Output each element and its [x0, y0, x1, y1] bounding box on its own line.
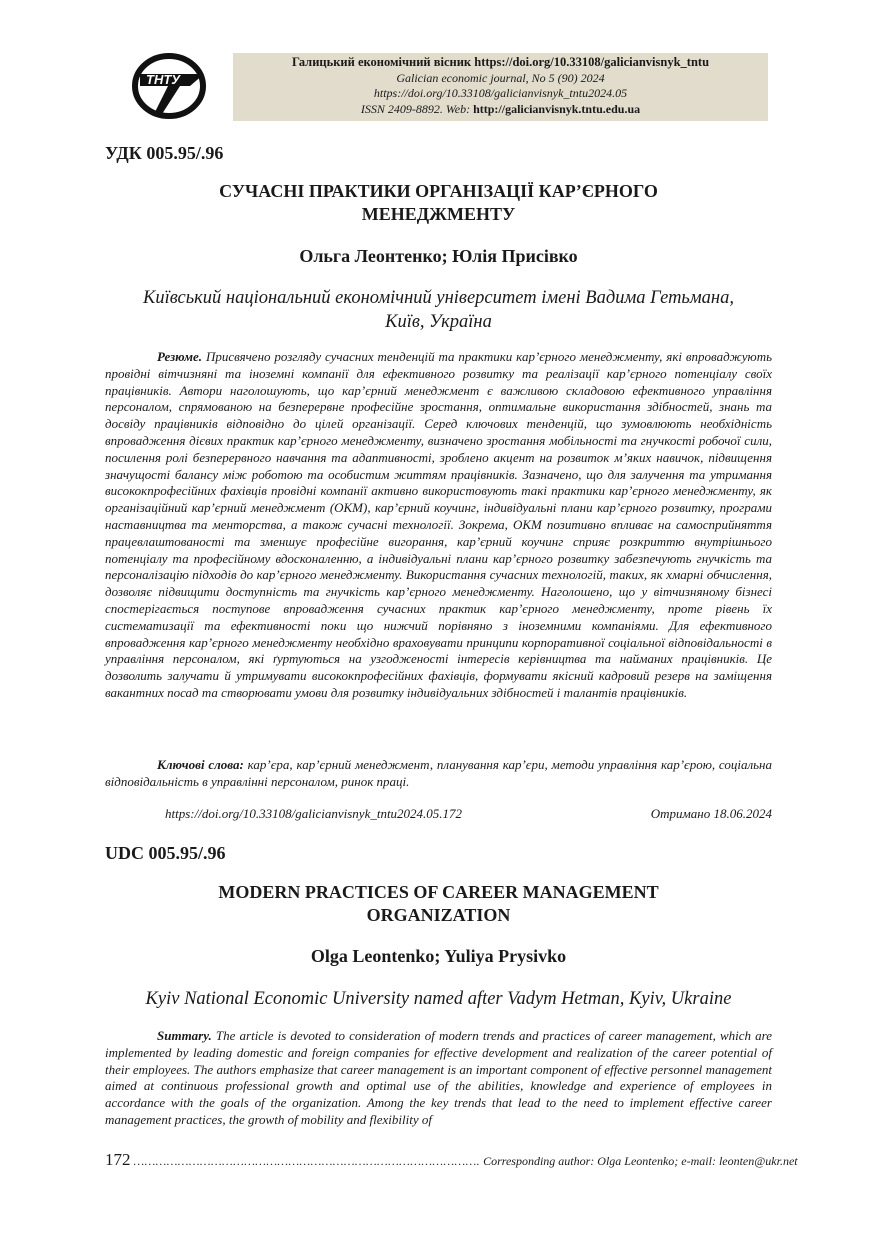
abstract-ua — [105, 349, 772, 702]
authors-ua: Ольга Леонтенко; Юлія Присівко — [299, 246, 578, 266]
udc-en: UDC 005.95/.96 — [105, 843, 226, 863]
affiliation-ua-line1: Київський національний економічний університет імені Вадима Гетьмана, — [143, 288, 734, 308]
footer-leader-dots: …………………………………………………………………………………. — [133, 1154, 481, 1168]
logo-text: ТНТУ — [146, 72, 181, 87]
journal-header — [233, 53, 768, 121]
affiliation-en: Kyiv National Economic University named after Vadym Hetman, Kyiv, Ukraine — [145, 989, 732, 1009]
page-number: 172 — [105, 1150, 131, 1169]
journal-logo — [132, 52, 210, 120]
header-web-link[interactable]: http://galicianvisnyk.tntu.edu.ua — [473, 101, 641, 116]
corresponding-author: Corresponding author: Olga Leontenko; e-mail: leonten@ukr.net — [483, 1154, 798, 1168]
header-line2: Galician economic journal, No 5 (90) 2024 — [396, 70, 605, 85]
keywords-ua — [105, 757, 772, 791]
header-issn: ISSN 2409-8892. Web: — [360, 101, 474, 116]
summary-text: The article is devoted to consideration of modern trends and practices of career management, which are implemented by leading domestic and foreign companies for effective development and realization of the career potential of their employees. The authors emphasize that career management is an important component of effective personnel management aimed at continuous professional growth and optimal use of the abilities, knowledge and experience of employees in accordance with the goals of the organization. Among the key trends that lead to the need to implement effective career management practices, the growth of mobility and flexibility of — [105, 1028, 772, 1127]
title-ua-line1: СУЧАСНІ ПРАКТИКИ ОРГАНІЗАЦІЇ КАР’ЄРНОГО — [219, 181, 658, 201]
header-line4 — [233, 102, 768, 118]
abstract-text: Присвячено розгляду сучасних тенденцій та практики кар’єрного менеджменту, які впроваджують провідні вітчизняні та іноземні компанії для ефективного розвитку та реалізації кар’єрного потенціалу своїх працівників. Автори наголошують, що кар’єрний менеджмент є важливою складовою ефективного управління персоналом, спрямованою на безперервне професійне зростання, оптимальне використання здібностей, знань та досвіду працівників відповідно до цілей організації. Серед ключових тенденцій, що зумовлюють необхідність впровадження дієвих практик кар’єрного менеджменту, визначено зростання мобільності та гнучкості робочої сили, посилення ролі безперервного навчання та адаптивності, зроблено акцент на розвиток м’яких навичок, підвищення значущості балансу між роботою та особистим життям працівників. Зазначено, що для залучення та утримання висококпрофесійних фахівців провідні компанії активно використовують такі практики кар’єрного менеджменту, як організаційний кар’єрний менеджмент (ОКМ), кар’єрний коучинг, індивідуальні плани кар’єрного розвитку, програми наставництва та менторства, а також сучасні технології. Зокрема, ОКМ позитивно впливає на самосприйняття працевлаштованості та зменшує професійне вигорання, кар’єрний коучинг сприяє розкриттю внутрішнього потенціалу та професійному вдосконаленню, а індивідуальні плани кар’єрного розвитку забезпечують гнучкість та персоналізацію підходів до кар’єрного менеджменту. Використання сучасних технологій, таких, як хмарні обчислення, дозволяє підвищити доступність та гнучкість кар’єрного менеджменту. Наголошено, що у вітчизняному бізнесі спостерігається поступове впровадження сучасних практик кар’єрного менеджменту, проте рівень їх систематизації та ефективності поки що нижчий порівняно з іноземними компаніями. Для ефективного впровадження кар’єрного менеджменту необхідно враховувати принципи корпоративної соціальної відповідальності в управління персоналом, які ґуртуються на узгодженості інтересів керівництва та найманих працівників. Це дозволить залучати й утримувати висококпрофесійних фахівців, формувати якісний кадровий резерв на заміщення вакантних посад та створювати умови для розвитку індивідуальних здібностей і талантів працівників. — [105, 349, 772, 700]
page-footer — [105, 1150, 798, 1170]
keywords-text: кар’єра, кар’єрний менеджмент, планування кар’єри, методи управління кар’єрою, соціальна відповідальність в управлінні персоналом, ринок праці. — [105, 757, 773, 789]
title-ua — [105, 180, 772, 226]
title-ua-line2: МЕНЕДЖМЕНТУ — [361, 204, 516, 224]
abstract-label: Резюме. — [157, 349, 203, 364]
affiliation-ua-line2: Київ, Україна — [385, 312, 492, 332]
affiliation-ua — [105, 286, 772, 334]
keywords-label: Ключові слова: — [157, 757, 244, 772]
udc-ua: УДК 005.95/.96 — [105, 143, 224, 163]
received-date: Отримано 18.06.2024 — [650, 806, 772, 821]
summary-label: Summary. — [157, 1028, 212, 1043]
header-line1: Галицький економічний вісник https://doi.org/10.33108/galicianvisnyk_tntu — [291, 55, 710, 69]
doi-link[interactable]: https://doi.org/10.33108/galicianvisnyk_tntu2024.05.172 — [165, 806, 463, 821]
title-en-line2: ORGANIZATION — [366, 905, 511, 925]
title-en — [105, 881, 772, 927]
authors-en: Olga Leontenko; Yuliya Prysivko — [310, 946, 567, 966]
title-en-line1: MODERN PRACTICES OF CAREER MANAGEMENT — [218, 882, 659, 902]
header-line3: https://doi.org/10.33108/galicianvisnyk_tntu2024.05 — [373, 86, 628, 100]
summary-en — [105, 1028, 772, 1129]
